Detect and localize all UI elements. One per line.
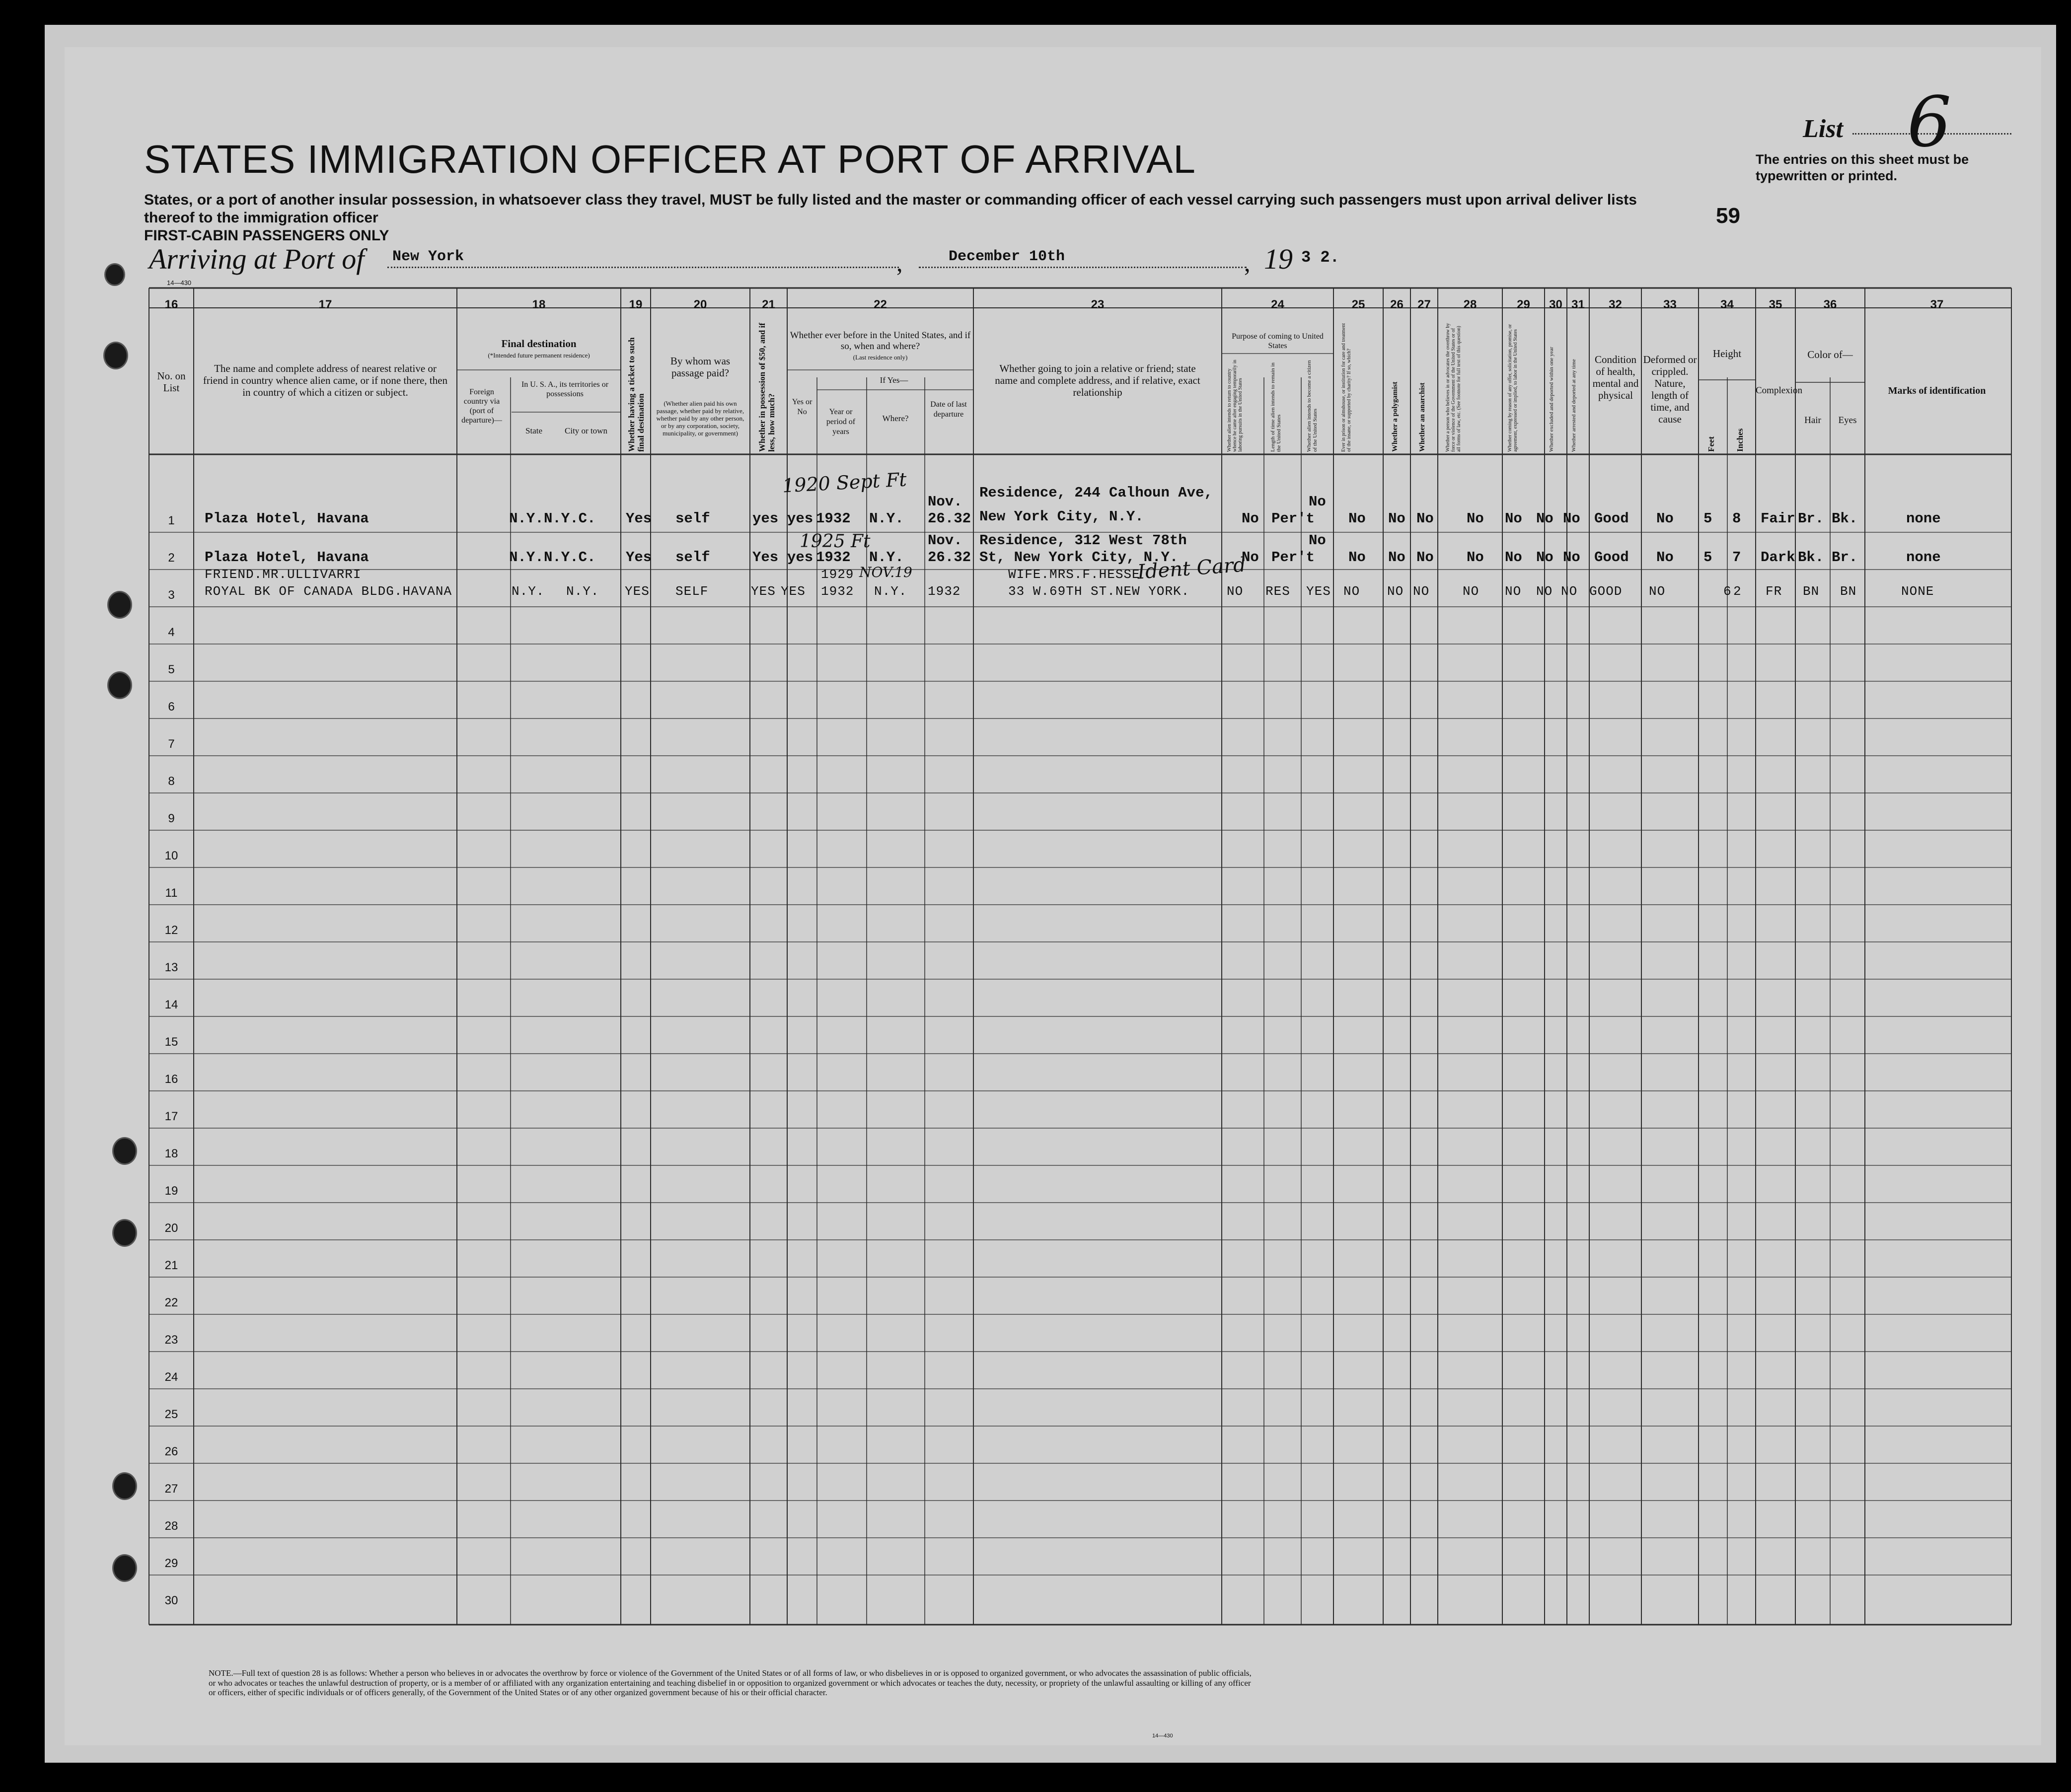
row-number: 28 — [164, 1519, 178, 1533]
row-number: 13 — [164, 961, 178, 974]
col-22-yesno: Yes or No — [792, 398, 813, 416]
footer-code: 14—430 — [1152, 1733, 1173, 1739]
cell-q28: No — [1467, 510, 1484, 527]
col-25-header: Ever in prison or almshouse, or institution for care and treatment of the insane, or supported by charity? If so, which? — [1341, 323, 1352, 452]
cell-paid-by: self — [675, 510, 710, 527]
row-number: 12 — [164, 924, 178, 937]
cell-paid-by: self — [675, 549, 710, 566]
cell-q31: No — [1563, 549, 1580, 566]
col-22-header: Whether ever before in the United States, and if so, when and where? — [790, 330, 971, 352]
row-number: 10 — [164, 849, 178, 862]
cell-state: N.Y. — [512, 584, 545, 599]
cell-inches: 7 — [1732, 549, 1741, 566]
cell-deformed: No — [1656, 549, 1674, 566]
row-number: 18 — [164, 1147, 178, 1160]
cell-ticket: Yes — [626, 510, 652, 527]
col-16-header: No. on List — [157, 370, 186, 394]
cell-purpose-b: Per't — [1271, 510, 1315, 527]
cell-q26: No — [1388, 510, 1405, 527]
row-number: 26 — [164, 1445, 178, 1458]
col-18-usa: In U. S. A., its territories or possessions — [521, 380, 609, 398]
arrival-port: New York — [392, 248, 464, 265]
row-number: 20 — [164, 1221, 178, 1235]
col-17-header: The name and complete address of nearest relative or friend in country whence alien came, or if none there, then in country of which a citizen or subject. — [203, 362, 448, 398]
cell-complexion: Dark — [1761, 549, 1795, 566]
col-29-number: 29 — [1517, 298, 1530, 311]
col-36-header: Color of— — [1807, 349, 1853, 360]
col-18-foreign: Foreign country via (port of departure)— — [461, 388, 502, 425]
cell-has-50: Yes — [752, 549, 779, 566]
row-number: 29 — [164, 1557, 178, 1570]
col-18-city: City or town — [565, 426, 607, 435]
col-18-header: Final destination — [501, 338, 577, 350]
cell-state: N.Y. — [509, 510, 544, 527]
cell-join-address: New York City, N.Y. — [979, 508, 1144, 525]
row-number: 16 — [164, 1073, 178, 1086]
footnote: NOTE.—Full text of question 28 is as follows: Whether a person who believes in or advocates the overthrow by force or violence of the Government of the United States or of all forms of law, or who disbelieves in or is opposed to organized government, or who advocates the assassination of public officials, or who advocates or teaches the unlawful destruction of property, or is a member of or affiliated with any organization entertaining and teaching disbelief in or opposition to organized government or which advocates or teaches the duty, necessity, or propriety of the unlawful assaulting or killing of any officer or officers, either of specific individuals or of officers generally, of the Government of the United States or of any other organized government because of his or their official character. — [209, 1668, 1252, 1697]
cell-q31: NO — [1561, 584, 1578, 599]
comma: , — [1244, 249, 1251, 277]
col-31-header: Whether arrested and deported at any time — [1571, 359, 1577, 452]
row-number: 19 — [164, 1184, 178, 1198]
cell-departure: 1932 — [928, 584, 961, 599]
cell-hair: BN — [1803, 584, 1820, 599]
col-17-number: 17 — [318, 298, 332, 311]
cell-departure: 26.32 — [928, 549, 971, 566]
sheet-number: 59 — [1716, 204, 1740, 228]
cell-ticket: YES — [625, 584, 650, 599]
col-18-state: State — [525, 426, 542, 435]
row-number: 21 — [164, 1259, 178, 1272]
cell-eyes: Bk. — [1832, 510, 1858, 527]
cell-before: yes — [787, 510, 814, 527]
col-27-header: Whether an anarchist — [1418, 382, 1426, 452]
col-19-header: Whether having a ticket to such final destination — [627, 337, 646, 452]
col-34-inches: Inches — [1735, 428, 1745, 452]
col-21-header: Whether in possession of $50, and if less, how much? — [757, 323, 776, 452]
row-number: 5 — [168, 663, 175, 676]
list-label: List — [1803, 115, 1843, 143]
cell-health: Good — [1594, 510, 1629, 527]
row-number: 6 — [168, 700, 175, 714]
entries-note: The entries on this sheet must be typewritten or printed. — [1756, 152, 1969, 183]
handwritten-note: 1925 Ft — [800, 531, 871, 552]
row-number: 17 — [164, 1110, 178, 1123]
cell-city: N.Y. — [566, 584, 599, 599]
cell-health: Good — [1594, 549, 1629, 566]
cell-paid-by: SELF — [675, 584, 709, 599]
cell-q29: No — [1505, 510, 1522, 527]
col-36-number: 36 — [1823, 298, 1837, 311]
col-30-number: 30 — [1549, 298, 1562, 311]
cell-q25: No — [1348, 549, 1366, 566]
row-number: 25 — [164, 1408, 178, 1421]
cell-q27: NO — [1413, 584, 1430, 599]
cell-deformed: NO — [1649, 584, 1666, 599]
row-number: 2 — [168, 551, 175, 565]
cell-eyes: Br. — [1832, 549, 1858, 566]
col-18-subheader: (*Intended future permanent residence) — [488, 352, 590, 359]
cell-complexion: Fair — [1761, 510, 1795, 527]
col-22-departure: Date of last departure — [930, 400, 967, 419]
cell-city: N.Y.C. — [544, 549, 596, 566]
col-34-feet: Feet — [1706, 436, 1716, 452]
arriving-label: Arriving at Port of — [149, 243, 365, 275]
handwritten-note: Ident Card — [1136, 553, 1247, 584]
cell-join: Residence, 244 Calhoun Ave, — [979, 485, 1213, 501]
col-22-years: Year or period of years — [826, 408, 856, 436]
cell-purpose-b: Per't — [1271, 549, 1315, 566]
cell-purpose-a: No — [1242, 510, 1259, 527]
cell-has-50: YES — [751, 584, 776, 599]
col-36-hair: Hair — [1804, 415, 1821, 426]
cell-q25: No — [1348, 510, 1366, 527]
cell-join-address: 33 W.69TH ST.NEW YORK. — [1008, 584, 1190, 599]
cell-before: YES — [781, 584, 806, 599]
cell-purpose-a: No — [1242, 549, 1259, 566]
handwritten-note: 1920 Sept Ft — [782, 468, 907, 497]
cell-hair: Br. — [1798, 510, 1824, 527]
cell-q29: No — [1505, 549, 1522, 566]
cell-q25: NO — [1343, 584, 1360, 599]
cell-where: N.Y. — [874, 584, 907, 599]
cell-q27: No — [1416, 549, 1434, 566]
col-18-number: 18 — [532, 298, 546, 311]
col-20-subheader: (Whether alien paid his own passage, whether paid by relative, whether paid by any other person, or by any corporation, society, municipality, or government) — [656, 400, 744, 437]
cell-state: N.Y. — [509, 549, 544, 566]
cell-relative: FRIEND.MR.ULLIVARRI — [205, 567, 362, 582]
cell-ticket: Yes — [626, 549, 652, 566]
col-27-number: 27 — [1417, 298, 1431, 311]
cell-q26: NO — [1387, 584, 1404, 599]
cell-feet: 5 — [1703, 510, 1712, 527]
form-code: 14—430 — [167, 279, 192, 287]
col-26-header: Whether a polygamist — [1391, 381, 1399, 452]
col-35-number: 35 — [1769, 298, 1782, 311]
col-22-number: 22 — [874, 298, 887, 311]
col-23-header: Whether going to join a relative or friend; state name and complete address, and if relative, exact relationship — [995, 362, 1200, 398]
col-16-number: 16 — [164, 298, 178, 311]
cell-relative-address: ROYAL BK OF CANADA BLDG.HAVANA — [205, 584, 452, 599]
row-number: 23 — [164, 1333, 178, 1347]
cell-years: 1932 — [821, 584, 854, 599]
col-25-number: 25 — [1351, 298, 1365, 311]
col-20-number: 20 — [693, 298, 707, 311]
row-number: 3 — [168, 588, 175, 602]
cell-departure-month: Nov. — [928, 532, 962, 549]
cell-purpose-c: No — [1309, 494, 1326, 510]
col-36-eyes: Eyes — [1838, 415, 1857, 426]
cell-inches: 8 — [1732, 510, 1741, 527]
year-prefix: 19 — [1264, 243, 1293, 275]
col-24a-header: Whether alien intends to return to country whence he came after engaging temporarily in laboring pursuits in the United States — [1227, 359, 1243, 452]
col-32-header: Condition of health, mental and physical — [1592, 354, 1639, 401]
col-37-header: Marks of identification — [1888, 385, 1986, 396]
col-22-subheader: (Last residence only) — [853, 354, 908, 361]
cell-city: N.Y.C. — [544, 510, 596, 527]
cell-purpose-b: RES — [1265, 584, 1290, 599]
col-24-header: Purpose of coming to United States — [1232, 332, 1324, 350]
cell-q28: NO — [1463, 584, 1479, 599]
cell-join: WIFE.MRS.F.HESSE — [1008, 567, 1140, 582]
row-number: 14 — [164, 998, 178, 1011]
cell-where-handwritten: NOV.19 — [859, 564, 912, 580]
row-number: 30 — [164, 1594, 178, 1607]
cell-before: yes — [787, 549, 814, 566]
col-30-header: Whether excluded and deported within one year — [1549, 347, 1554, 452]
col-28-header: Whether a person who believes in or advocates the overthrow by force or violence of the Government of the United States or of all forms of law, etc. (See footnote for full text of this question) — [1445, 323, 1462, 452]
cell-q26: No — [1388, 549, 1405, 566]
cell-join: Residence, 312 West 78th — [979, 532, 1187, 549]
col-34-header: Height — [1712, 348, 1742, 359]
cell-relative: Plaza Hotel, Havana — [205, 510, 369, 527]
row-number: 22 — [164, 1296, 178, 1309]
cell-eyes: BN — [1840, 584, 1857, 599]
col-32-number: 32 — [1609, 298, 1622, 311]
row-number: 7 — [168, 737, 175, 751]
cell-health: GOOD — [1589, 584, 1623, 599]
cell-hair: Bk. — [1798, 549, 1824, 566]
cell-q27: No — [1416, 510, 1434, 527]
row-number: 11 — [165, 886, 178, 900]
col-34-number: 34 — [1720, 298, 1734, 311]
row-number: 9 — [168, 812, 175, 825]
col-19-number: 19 — [629, 298, 643, 311]
col-22-ifyes: If Yes— — [880, 375, 908, 385]
col-23-number: 23 — [1091, 298, 1105, 311]
cell-q30: No — [1536, 549, 1553, 566]
col-26-number: 26 — [1390, 298, 1404, 311]
list-number: 6 — [1907, 82, 1952, 163]
arrival-date: December 10th — [949, 248, 1065, 265]
cell-q28: No — [1467, 549, 1484, 566]
year-suffix: 3 2. — [1301, 248, 1339, 267]
comma: , — [896, 249, 903, 277]
col-21-number: 21 — [762, 298, 775, 311]
col-24c-header: Whether alien intends to become a citizen of the United States — [1306, 360, 1318, 452]
col-24-number: 24 — [1271, 298, 1284, 311]
col-33-number: 33 — [1663, 298, 1677, 311]
col-33-header: Deformed or crippled. Nature, length of time, and cause — [1643, 354, 1697, 425]
cell-purpose-c: No — [1309, 532, 1326, 549]
col-28-number: 28 — [1463, 298, 1477, 311]
cell-feet: 6 — [1723, 584, 1732, 599]
cell-years-handwritten: 1929 — [821, 567, 854, 582]
col-35-header: Complexion — [1756, 385, 1802, 396]
cell-where: N.Y. — [869, 510, 904, 527]
cell-q30: No — [1536, 510, 1553, 527]
cell-marks: none — [1906, 510, 1941, 527]
cell-deformed: No — [1656, 510, 1674, 527]
row-number: 27 — [164, 1482, 178, 1496]
row-number: 15 — [164, 1035, 178, 1049]
cell-departure: 26.32 — [928, 510, 971, 527]
cell-complexion: FR — [1766, 584, 1782, 599]
intro-cabin-class: FIRST-CABIN PASSENGERS ONLY — [144, 227, 389, 244]
col-22-where: Where? — [882, 414, 909, 423]
cell-q31: No — [1563, 510, 1580, 527]
cell-feet: 5 — [1703, 549, 1712, 566]
row-number: 8 — [168, 775, 175, 788]
col-29-header: Whether coming by reason of any offer, solicitation, promise, or agreement, expressed or implied, to labor in the United States — [1507, 324, 1518, 452]
col-20-header: By whom was passage paid? — [670, 355, 731, 379]
row-number: 24 — [164, 1370, 178, 1384]
cell-purpose-a: NO — [1227, 584, 1244, 599]
cell-where: N.Y. — [869, 549, 904, 566]
cell-purpose-c: YES — [1306, 584, 1331, 599]
page-title: STATES IMMIGRATION OFFICER AT PORT OF ARRIVAL — [144, 137, 1196, 181]
col-31-number: 31 — [1571, 298, 1585, 311]
col-24b-header: Length of time alien intends to remain in the United States — [1270, 362, 1282, 452]
cell-years: 1932 — [816, 510, 851, 527]
row-number: 1 — [168, 514, 175, 527]
row-number: 4 — [168, 626, 175, 639]
cell-q30: NO — [1536, 584, 1553, 599]
cell-join-address: St, New York City, N.Y. — [979, 549, 1179, 566]
cell-departure-month: Nov. — [928, 494, 962, 510]
cell-marks: none — [1906, 549, 1941, 566]
cell-q29: NO — [1505, 584, 1522, 599]
cell-years: 1932 — [816, 549, 851, 566]
cell-marks: NONE — [1901, 584, 1934, 599]
col-37-number: 37 — [1930, 298, 1944, 311]
cell-relative: Plaza Hotel, Havana — [205, 549, 369, 566]
cell-inches: 2 — [1733, 584, 1742, 599]
intro-line: States, or a port of another insular possession, in whatsoever class they travel, MUST be fully listed and the master or commanding officer of each vessel carrying such passengers must upon arrival deliver lists thereof to the immigration officer — [144, 192, 1637, 226]
cell-has-50: yes — [752, 510, 779, 527]
